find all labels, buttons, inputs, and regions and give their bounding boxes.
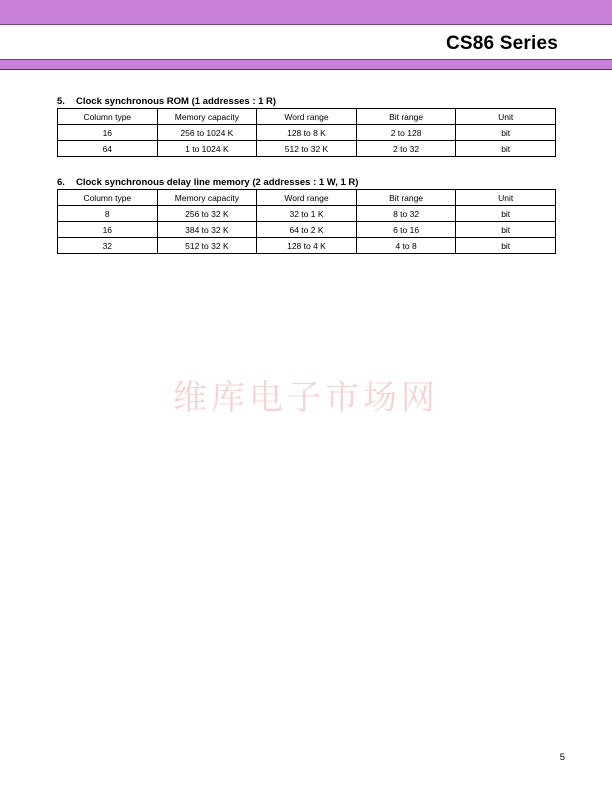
- table-cell: bit: [456, 222, 556, 238]
- watermark: 维库电子市场网: [173, 378, 439, 418]
- table-cell: 256 to 32 K: [157, 206, 257, 222]
- table-cell: 6 to 16: [356, 222, 456, 238]
- column-header: Word range: [257, 109, 357, 125]
- table-cell: bit: [456, 206, 556, 222]
- table-cell: 32 to 1 K: [257, 206, 357, 222]
- table-cell: 2 to 128: [356, 125, 456, 141]
- column-header: Memory capacity: [157, 109, 257, 125]
- table-cell: 32: [58, 238, 158, 254]
- header-top-band: [0, 0, 612, 25]
- table-cell: 16: [58, 125, 158, 141]
- table-row: [58, 222, 556, 238]
- table-cell: 384 to 32 K: [157, 222, 257, 238]
- table-header-row: [58, 190, 556, 206]
- table-cell: 256 to 1024 K: [157, 125, 257, 141]
- table-cell: 2 to 32: [356, 141, 456, 157]
- table-cell: 64: [58, 141, 158, 157]
- column-header: Column type: [58, 190, 158, 206]
- table-cell: 512 to 32 K: [257, 141, 357, 157]
- series-title: CS86 Series: [445, 33, 558, 54]
- delay-line-table: [57, 189, 556, 254]
- table-row: [58, 141, 556, 157]
- column-header: Bit range: [356, 109, 456, 125]
- table-row: [58, 125, 556, 141]
- table-cell: 8 to 32: [356, 206, 456, 222]
- column-header: Bit range: [356, 190, 456, 206]
- column-header: Column type: [58, 109, 158, 125]
- section-number: 5.: [57, 96, 65, 107]
- section-number: 6.: [57, 177, 65, 188]
- column-header: Word range: [257, 190, 357, 206]
- table-cell: 16: [58, 222, 158, 238]
- page-number: 5: [559, 752, 565, 763]
- section-rom: [57, 96, 556, 157]
- section-title: [57, 96, 556, 108]
- table-cell: bit: [456, 141, 556, 157]
- table-cell: 128 to 4 K: [257, 238, 357, 254]
- section-heading: Clock synchronous delay line memory (2 addresses : 1 W, 1 R): [76, 177, 359, 188]
- table-cell: 1 to 1024 K: [157, 141, 257, 157]
- rom-table: [57, 108, 556, 157]
- table-cell: bit: [456, 238, 556, 254]
- table-cell: 4 to 8: [356, 238, 456, 254]
- table-cell: 8: [58, 206, 158, 222]
- section-title: [57, 177, 556, 189]
- table-header-row: [58, 109, 556, 125]
- header-bottom-band: [0, 59, 612, 70]
- table-cell: bit: [456, 125, 556, 141]
- table-cell: 512 to 32 K: [157, 238, 257, 254]
- table-cell: 128 to 8 K: [257, 125, 357, 141]
- column-header: Memory capacity: [157, 190, 257, 206]
- column-header: Unit: [456, 190, 556, 206]
- section-heading: Clock synchronous ROM (1 addresses : 1 R): [76, 96, 277, 107]
- table-row: [58, 238, 556, 254]
- section-delay-line: [57, 177, 556, 254]
- table-cell: 64 to 2 K: [257, 222, 357, 238]
- table-row: [58, 206, 556, 222]
- column-header: Unit: [456, 109, 556, 125]
